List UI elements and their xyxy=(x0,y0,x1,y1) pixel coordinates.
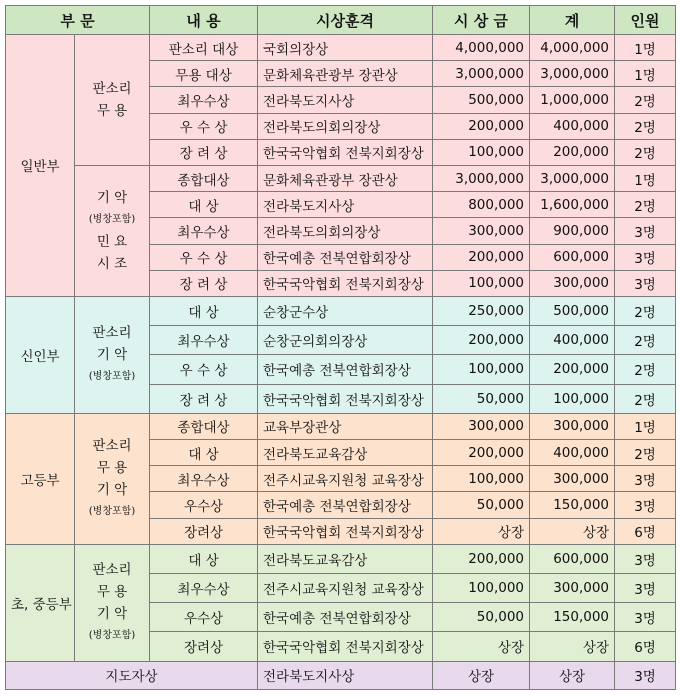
cell-money: 200,000 xyxy=(433,326,530,355)
header-division: 부 문 xyxy=(6,6,150,35)
subcategory-line: 무 용 xyxy=(96,583,128,600)
cell-money: 300,000 xyxy=(433,413,530,439)
cell-count: 3명 xyxy=(615,544,676,573)
cell-count: 1명 xyxy=(615,413,676,439)
cell-grade: 문화체육관광부 장관상 xyxy=(258,165,433,191)
cell-content: 장 려 상 xyxy=(150,384,258,413)
cell-total: 400,000 xyxy=(530,326,615,355)
cell-grade: 한국국악협회 전북지회장상 xyxy=(258,632,433,661)
subcategory-high xyxy=(75,413,150,544)
cell-count: 1명 xyxy=(615,35,676,61)
cell-count: 2명 xyxy=(615,384,676,413)
cell-grade: 전라북도지사상 xyxy=(258,192,433,218)
cell-money: 상장 xyxy=(433,632,530,661)
cell-money: 3,000,000 xyxy=(433,165,530,191)
cell-count: 3명 xyxy=(615,603,676,632)
table-row-mentor xyxy=(6,661,676,689)
cell-total: 400,000 xyxy=(530,439,615,465)
cell-total: 3,000,000 xyxy=(530,61,615,87)
cell-money: 100,000 xyxy=(433,139,530,165)
subcategory-line: 민 요 xyxy=(96,233,128,250)
cell-total: 200,000 xyxy=(530,139,615,165)
cell-count: 2명 xyxy=(615,326,676,355)
subcategory-general-pansori-dance xyxy=(75,35,150,166)
subcategory-general-instrument-folk xyxy=(75,165,150,296)
cell-total: 상장 xyxy=(530,661,615,689)
prize-table xyxy=(5,5,676,690)
cell-content: 우 수 상 xyxy=(150,244,258,270)
cell-content: 종합대상 xyxy=(150,165,258,191)
cell-content: 장려상 xyxy=(150,632,258,661)
cell-money: 100,000 xyxy=(433,466,530,492)
cell-money: 200,000 xyxy=(433,244,530,270)
cell-money: 상장 xyxy=(433,518,530,544)
cell-total: 1,000,000 xyxy=(530,87,615,113)
cell-grade: 한국국악협회 전북지회장상 xyxy=(258,270,433,296)
subcategory-junior xyxy=(75,544,150,661)
cell-count: 2명 xyxy=(615,87,676,113)
cell-grade: 전라북도의회의장상 xyxy=(258,218,433,244)
subcategory-line: 기 악 xyxy=(96,189,128,206)
cell-total: 300,000 xyxy=(530,270,615,296)
cell-money: 200,000 xyxy=(433,439,530,465)
subcategory-line: 무 용 xyxy=(96,459,128,476)
cell-grade: 한국국악협회 전북지회장상 xyxy=(258,139,433,165)
cell-count: 2명 xyxy=(615,439,676,465)
subcategory-line: 기 악 xyxy=(96,481,128,498)
division-general: 일반부 xyxy=(6,35,75,297)
cell-money: 3,000,000 xyxy=(433,61,530,87)
cell-grade: 한국예총 전북연합회장상 xyxy=(258,244,433,270)
cell-total: 600,000 xyxy=(530,244,615,270)
cell-total: 300,000 xyxy=(530,573,615,602)
cell-count: 1명 xyxy=(615,61,676,87)
cell-count: 3명 xyxy=(615,492,676,518)
cell-content: 최우수상 xyxy=(150,466,258,492)
cell-content: 최우수상 xyxy=(150,573,258,602)
cell-grade: 전라북도교육감상 xyxy=(258,439,433,465)
cell-content: 우 수 상 xyxy=(150,113,258,139)
cell-grade: 전라북도지사상 xyxy=(258,661,433,689)
cell-total: 4,000,000 xyxy=(530,35,615,61)
cell-content: 대 상 xyxy=(150,192,258,218)
cell-content: 최우수상 xyxy=(150,326,258,355)
cell-total: 200,000 xyxy=(530,355,615,384)
cell-count: 3명 xyxy=(615,244,676,270)
subcategory-line: 판소리 xyxy=(92,324,132,341)
header-award-grade: 시상훈격 xyxy=(258,6,433,35)
cell-grade: 전라북도지사상 xyxy=(258,87,433,113)
cell-money: 200,000 xyxy=(433,544,530,573)
cell-count: 6명 xyxy=(615,518,676,544)
subcategory-note: (병창포함) xyxy=(88,629,136,641)
cell-content: 장려상 xyxy=(150,518,258,544)
subcategory-rookie xyxy=(75,296,150,413)
cell-grade: 문화체육관광부 장관상 xyxy=(258,61,433,87)
subcategory-line: 판소리 xyxy=(92,561,132,578)
header-total: 계 xyxy=(530,6,615,35)
cell-count: 3명 xyxy=(615,218,676,244)
cell-content: 대 상 xyxy=(150,544,258,573)
cell-content: 장 려 상 xyxy=(150,270,258,296)
cell-count: 2명 xyxy=(615,139,676,165)
table-row xyxy=(6,35,676,61)
cell-money: 4,000,000 xyxy=(433,35,530,61)
header-content: 내 용 xyxy=(150,6,258,35)
cell-grade: 전라북도교육감상 xyxy=(258,544,433,573)
cell-money: 100,000 xyxy=(433,355,530,384)
cell-grade: 순창군수상 xyxy=(258,296,433,325)
cell-total: 150,000 xyxy=(530,492,615,518)
cell-money: 100,000 xyxy=(433,270,530,296)
cell-total: 600,000 xyxy=(530,544,615,573)
cell-grade: 한국국악협회 전북지회장상 xyxy=(258,384,433,413)
cell-total: 상장 xyxy=(530,518,615,544)
subcategory-note: (병창포함) xyxy=(88,505,136,517)
cell-money: 300,000 xyxy=(433,218,530,244)
cell-money: 50,000 xyxy=(433,384,530,413)
cell-total: 3,000,000 xyxy=(530,165,615,191)
subcategory-line: 판소리 xyxy=(92,437,132,454)
subcategory-line: 기 악 xyxy=(96,346,128,363)
header-prize-money: 시 상 금 xyxy=(433,6,530,35)
table-row xyxy=(6,544,676,573)
subcategory-line: 무 용 xyxy=(96,102,128,119)
cell-count: 6명 xyxy=(615,632,676,661)
cell-total: 1,600,000 xyxy=(530,192,615,218)
cell-content: 장 려 상 xyxy=(150,139,258,165)
cell-grade: 한국예총 전북연합회장상 xyxy=(258,492,433,518)
cell-count: 2명 xyxy=(615,113,676,139)
cell-money: 상장 xyxy=(433,661,530,689)
cell-content: 무용 대상 xyxy=(150,61,258,87)
cell-money: 800,000 xyxy=(433,192,530,218)
cell-total: 150,000 xyxy=(530,603,615,632)
cell-grade: 전주시교육지원청 교육장상 xyxy=(258,573,433,602)
cell-total: 300,000 xyxy=(530,466,615,492)
cell-count: 3명 xyxy=(615,573,676,602)
cell-content: 우수상 xyxy=(150,603,258,632)
subcategory-line: 기 악 xyxy=(96,605,128,622)
cell-grade: 전라북도의회의장상 xyxy=(258,113,433,139)
cell-count: 3명 xyxy=(615,466,676,492)
cell-content: 대 상 xyxy=(150,439,258,465)
cell-grade: 순창군의회의장상 xyxy=(258,326,433,355)
cell-total: 400,000 xyxy=(530,113,615,139)
table-row xyxy=(6,296,676,325)
cell-total: 500,000 xyxy=(530,296,615,325)
cell-money: 200,000 xyxy=(433,113,530,139)
division-rookie: 신인부 xyxy=(6,296,75,413)
cell-total: 100,000 xyxy=(530,384,615,413)
cell-total: 900,000 xyxy=(530,218,615,244)
subcategory-line: 판소리 xyxy=(92,80,132,97)
subcategory-note: (병창포함) xyxy=(88,213,136,225)
subcategory-note: (병창포함) xyxy=(88,370,136,382)
cell-count: 1명 xyxy=(615,165,676,191)
cell-grade: 교육부장관상 xyxy=(258,413,433,439)
cell-count: 3명 xyxy=(615,270,676,296)
cell-content: 대 상 xyxy=(150,296,258,325)
cell-content: 종합대상 xyxy=(150,413,258,439)
cell-money: 100,000 xyxy=(433,573,530,602)
cell-content: 최우수상 xyxy=(150,218,258,244)
cell-count: 2명 xyxy=(615,355,676,384)
subcategory-line: 시 조 xyxy=(96,255,128,272)
cell-grade: 국회의장상 xyxy=(258,35,433,61)
cell-grade: 전주시교육지원청 교육장상 xyxy=(258,466,433,492)
header-count: 인원 xyxy=(615,6,676,35)
table-row xyxy=(6,413,676,439)
cell-content: 최우수상 xyxy=(150,87,258,113)
cell-count: 2명 xyxy=(615,192,676,218)
division-high: 고등부 xyxy=(6,413,75,544)
cell-grade: 한국국악협회 전북지회장상 xyxy=(258,518,433,544)
cell-money: 250,000 xyxy=(433,296,530,325)
cell-money: 50,000 xyxy=(433,603,530,632)
cell-money: 500,000 xyxy=(433,87,530,113)
cell-content: 판소리 대상 xyxy=(150,35,258,61)
cell-content: 우 수 상 xyxy=(150,355,258,384)
table-row xyxy=(6,165,676,191)
mentor-label: 지도자상 xyxy=(6,661,258,689)
cell-money: 50,000 xyxy=(433,492,530,518)
cell-total: 상장 xyxy=(530,632,615,661)
cell-grade: 한국예총 전북연합회장상 xyxy=(258,603,433,632)
cell-count: 2명 xyxy=(615,296,676,325)
cell-content: 우수상 xyxy=(150,492,258,518)
division-junior: 초, 중등부 xyxy=(6,544,75,661)
cell-total: 300,000 xyxy=(530,413,615,439)
cell-grade: 한국예총 전북연합회장상 xyxy=(258,355,433,384)
cell-count: 3명 xyxy=(615,661,676,689)
